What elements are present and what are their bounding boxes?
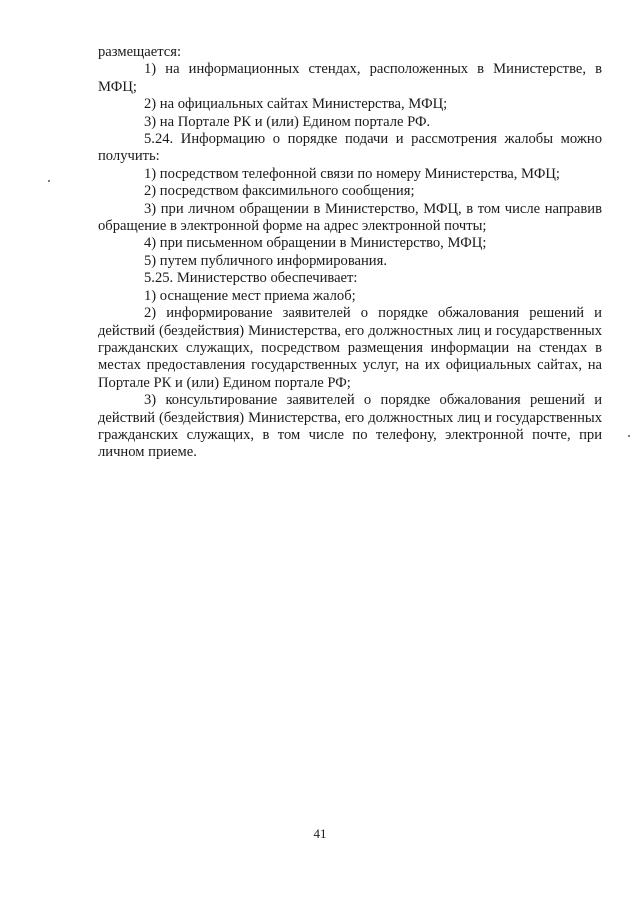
- paragraph: 3) консультирование заявителей о порядке обжалования решений и действий (бездействия) Министерства, его должностных лиц и государственных гражданских служащих, в том числе по телефону, электронной почте, при личном приеме.: [98, 392, 602, 461]
- paragraph: 2) на официальных сайтах Министерства, МФЦ;: [144, 96, 448, 113]
- paragraph: 5.25. Министерство обеспечивает:: [144, 270, 358, 287]
- paragraph: 5) путем публичного информирования.: [144, 252, 387, 269]
- paragraph: 4) при письменном обращении в Министерство, МФЦ;: [144, 235, 487, 252]
- paragraph: 2) информирование заявителей о порядке обжалования решений и действий (бездействия) Министерства, его должностных лиц и государственных гражданских служащих, посредством размещения информации на стендах в местах предоставления государственных услуг, на их официальных сайтах, на Портале РК и (или) Едином портале РФ;: [98, 305, 602, 391]
- scan-speck: [628, 435, 630, 437]
- paragraph: размещается:: [98, 44, 182, 60]
- page-number: 41: [313, 826, 327, 841]
- document-body: [98, 44, 602, 462]
- paragraph: 1) посредством телефонной связи по номеру Министерства, МФЦ;: [144, 165, 560, 182]
- paragraph: 3) на Портале РК и (или) Едином портале РФ.: [144, 113, 431, 130]
- paragraph: 5.24. Информацию о порядке подачи и рассмотрения жалобы можно получить:: [98, 131, 602, 165]
- paragraph: 1) оснащение мест приема жалоб;: [144, 287, 356, 304]
- scan-speck: [48, 180, 50, 182]
- paragraph: 2) посредством факсимильного сообщения;: [144, 183, 415, 200]
- paragraph: 1) на информационных стендах, расположенных в Министерстве, в МФЦ;: [98, 61, 602, 95]
- paragraph: 3) при личном обращении в Министерство, МФЦ, в том числе направив обращение в электронной форме на адрес электронной почты;: [98, 200, 602, 235]
